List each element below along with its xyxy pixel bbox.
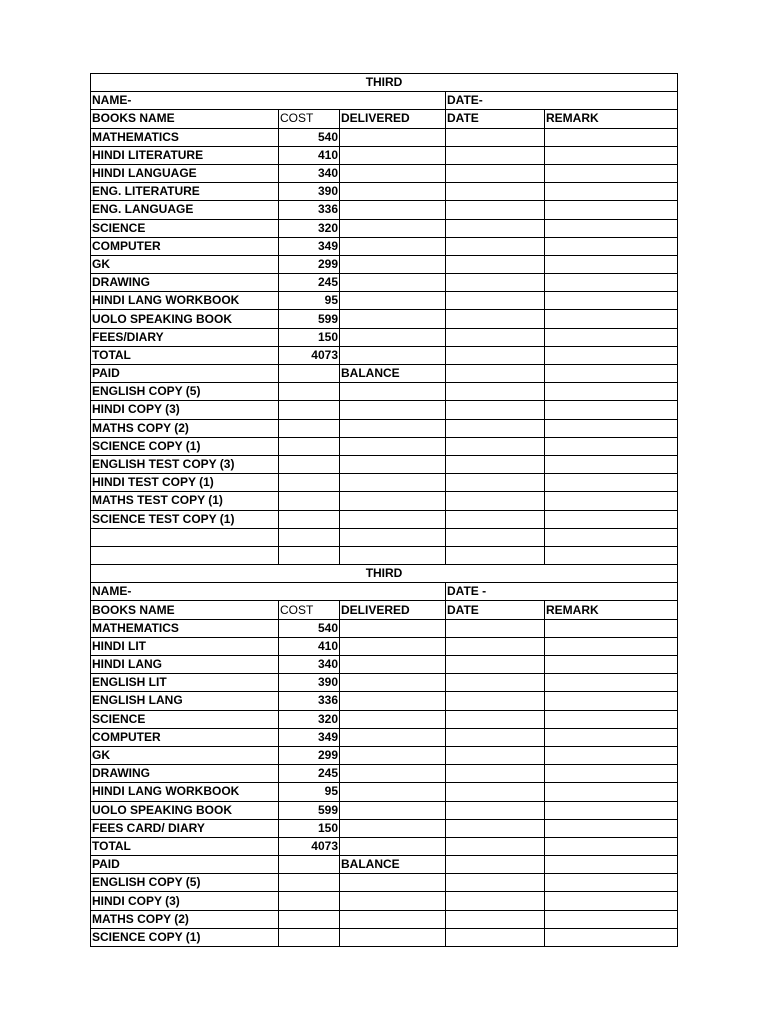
copy-name: SCIENCE COPY (1) (91, 437, 279, 455)
delivered-cell (340, 692, 446, 710)
remark-cell (545, 801, 678, 819)
remark-cell (545, 237, 678, 255)
paid-label: PAID (91, 856, 279, 874)
remark-cell (545, 419, 678, 437)
table-row (91, 710, 678, 728)
table-row (91, 274, 678, 292)
table-row (91, 783, 678, 801)
copy-cost (279, 383, 340, 401)
copy-cost (279, 874, 340, 892)
delivered-cell (340, 328, 446, 346)
book-cost: 95 (279, 292, 340, 310)
table-row (91, 765, 678, 783)
table-row (91, 637, 678, 655)
date-cell (446, 765, 545, 783)
book-cost: 150 (279, 819, 340, 837)
book-cost: 540 (279, 619, 340, 637)
book-name: UOLO SPEAKING BOOK (91, 310, 279, 328)
delivered-cell (340, 656, 446, 674)
date-cell (446, 910, 545, 928)
book-cost: 410 (279, 146, 340, 164)
remark-cell (545, 710, 678, 728)
date-cell (446, 492, 545, 510)
total-value: 4073 (279, 346, 340, 364)
book-name: HINDI LIT (91, 637, 279, 655)
remark-cell (545, 728, 678, 746)
section-title: THIRD (91, 565, 678, 583)
remark-cell (545, 328, 678, 346)
book-cost: 320 (279, 219, 340, 237)
table-row (91, 237, 678, 255)
header-delivered: DELIVERED (340, 601, 446, 619)
list-item (91, 874, 678, 892)
delivered-cell (340, 383, 446, 401)
delivered-cell (340, 783, 446, 801)
delivered-cell (340, 219, 446, 237)
date-cell (446, 928, 545, 946)
date-cell (446, 728, 545, 746)
delivered-cell (340, 528, 446, 546)
remark-cell (545, 856, 678, 874)
remark-cell (545, 783, 678, 801)
table-row (91, 656, 678, 674)
book-cost: 245 (279, 274, 340, 292)
remark-cell (545, 910, 678, 928)
list-item (91, 928, 678, 946)
copy-cost (279, 401, 340, 419)
book-cost: 390 (279, 674, 340, 692)
date-cell (446, 856, 545, 874)
date-cell (446, 801, 545, 819)
book-cost: 150 (279, 328, 340, 346)
date-cell (446, 874, 545, 892)
remark-cell (545, 510, 678, 528)
list-item (91, 383, 678, 401)
date-cell (446, 164, 545, 182)
copy-cost (279, 474, 340, 492)
remark-cell (545, 365, 678, 383)
copy-cost (279, 892, 340, 910)
delivered-cell (340, 801, 446, 819)
copy-cost (279, 910, 340, 928)
date-cell (446, 255, 545, 273)
delivered-cell (340, 637, 446, 655)
copy-cost (279, 419, 340, 437)
date-cell (446, 237, 545, 255)
section-title: THIRD (91, 74, 678, 92)
remark-cell (545, 219, 678, 237)
section-title-row (91, 74, 678, 92)
table-row (91, 801, 678, 819)
delivered-cell (340, 183, 446, 201)
book-cost: 349 (279, 728, 340, 746)
header-books-name: BOOKS NAME (91, 601, 279, 619)
remark-cell (545, 874, 678, 892)
total-value: 4073 (279, 837, 340, 855)
list-item (91, 474, 678, 492)
date-cell (446, 310, 545, 328)
table-row (91, 183, 678, 201)
remark-cell (545, 455, 678, 473)
book-cost: 410 (279, 637, 340, 655)
name-label: NAME- (91, 583, 446, 601)
remark-cell (545, 201, 678, 219)
name-date-row (91, 92, 678, 110)
delivered-cell (340, 346, 446, 364)
delivered-cell (340, 201, 446, 219)
date-cell (446, 783, 545, 801)
list-item (91, 910, 678, 928)
book-name: COMPUTER (91, 237, 279, 255)
header-date: DATE (446, 601, 545, 619)
book-name: HINDI LITERATURE (91, 146, 279, 164)
book-name: COMPUTER (91, 728, 279, 746)
remark-cell (545, 692, 678, 710)
copy-name: MATHS TEST COPY (1) (91, 492, 279, 510)
remark-cell (545, 255, 678, 273)
header-row (91, 110, 678, 128)
delivered-cell (340, 437, 446, 455)
book-name: HINDI LANGUAGE (91, 164, 279, 182)
paid-row (91, 365, 678, 383)
paid-label: PAID (91, 365, 279, 383)
header-remark: REMARK (545, 110, 678, 128)
date-cell (446, 510, 545, 528)
remark-cell (545, 437, 678, 455)
table-row (91, 728, 678, 746)
delivered-cell (340, 819, 446, 837)
list-item (91, 401, 678, 419)
date-cell (446, 692, 545, 710)
book-cost: 299 (279, 255, 340, 273)
date-cell (446, 183, 545, 201)
copy-name: ENGLISH TEST COPY (3) (91, 455, 279, 473)
copy-name: ENGLISH COPY (5) (91, 874, 279, 892)
name-date-row (91, 583, 678, 601)
remark-cell (545, 183, 678, 201)
date-cell (446, 837, 545, 855)
table-row (91, 292, 678, 310)
remark-cell (545, 128, 678, 146)
book-name: HINDI LANG (91, 656, 279, 674)
list-item (91, 437, 678, 455)
delivered-cell (340, 492, 446, 510)
delivered-cell (340, 237, 446, 255)
date-cell (446, 746, 545, 764)
table-row (91, 619, 678, 637)
date-label: DATE - (446, 583, 678, 601)
copy-cost (279, 928, 340, 946)
header-date: DATE (446, 110, 545, 128)
copy-cost (279, 437, 340, 455)
remark-cell (545, 546, 678, 564)
table-row (91, 692, 678, 710)
table-row (91, 819, 678, 837)
delivered-cell (340, 146, 446, 164)
delivered-cell (340, 474, 446, 492)
delivered-cell (340, 164, 446, 182)
date-cell (446, 365, 545, 383)
book-name: DRAWING (91, 765, 279, 783)
header-remark: REMARK (545, 601, 678, 619)
remark-cell (545, 274, 678, 292)
date-cell (446, 146, 545, 164)
remark-cell (545, 656, 678, 674)
remark-cell (545, 292, 678, 310)
header-books-name: BOOKS NAME (91, 110, 279, 128)
book-name: MATHEMATICS (91, 128, 279, 146)
copy-cost (279, 546, 340, 564)
header-delivered: DELIVERED (340, 110, 446, 128)
header-cost: COST (279, 601, 340, 619)
copy-cost (279, 510, 340, 528)
date-cell (446, 474, 545, 492)
remark-cell (545, 619, 678, 637)
paid-value (279, 365, 340, 383)
delivered-cell (340, 455, 446, 473)
date-cell (446, 292, 545, 310)
copy-name: MATHS COPY (2) (91, 419, 279, 437)
remark-cell (545, 637, 678, 655)
copy-cost (279, 492, 340, 510)
total-label: TOTAL (91, 837, 279, 855)
remark-cell (545, 346, 678, 364)
book-name: FEES/DIARY (91, 328, 279, 346)
remark-cell (545, 164, 678, 182)
delivered-cell (340, 728, 446, 746)
date-cell (446, 437, 545, 455)
table-row (91, 164, 678, 182)
delivered-cell (340, 546, 446, 564)
book-cost: 320 (279, 710, 340, 728)
book-cost: 340 (279, 164, 340, 182)
copy-name: SCIENCE COPY (1) (91, 928, 279, 946)
balance-label: BALANCE (340, 365, 446, 383)
delivered-cell (340, 746, 446, 764)
book-cost: 336 (279, 692, 340, 710)
table-row (91, 746, 678, 764)
delivered-cell (340, 674, 446, 692)
remark-cell (545, 819, 678, 837)
header-cost: COST (279, 110, 340, 128)
date-cell (446, 710, 545, 728)
date-cell (446, 128, 545, 146)
paid-value (279, 856, 340, 874)
remark-cell (545, 765, 678, 783)
table-row (91, 146, 678, 164)
copy-name: SCIENCE TEST COPY (1) (91, 510, 279, 528)
delivered-cell (340, 874, 446, 892)
delivered-cell (340, 710, 446, 728)
table-row (91, 328, 678, 346)
date-cell (446, 637, 545, 655)
remark-cell (545, 474, 678, 492)
list-item (91, 419, 678, 437)
date-cell (446, 619, 545, 637)
date-cell (446, 274, 545, 292)
table-row (91, 310, 678, 328)
date-cell (446, 546, 545, 564)
total-label: TOTAL (91, 346, 279, 364)
date-cell (446, 892, 545, 910)
copy-name: HINDI COPY (3) (91, 401, 279, 419)
name-label: NAME- (91, 92, 446, 110)
total-row (91, 346, 678, 364)
table-row (91, 219, 678, 237)
copy-name: HINDI TEST COPY (1) (91, 474, 279, 492)
copy-name: ENGLISH COPY (5) (91, 383, 279, 401)
book-cost: 540 (279, 128, 340, 146)
delivered-cell (340, 401, 446, 419)
book-cost: 95 (279, 783, 340, 801)
book-name: GK (91, 746, 279, 764)
remark-cell (545, 928, 678, 946)
list-item (91, 528, 678, 546)
copy-name: HINDI COPY (3) (91, 892, 279, 910)
table-row (91, 674, 678, 692)
book-name: ENG. LANGUAGE (91, 201, 279, 219)
book-name: HINDI LANG WORKBOOK (91, 292, 279, 310)
delivered-cell (340, 419, 446, 437)
book-name: SCIENCE (91, 219, 279, 237)
date-label: DATE- (446, 92, 678, 110)
date-cell (446, 819, 545, 837)
copy-name (91, 546, 279, 564)
date-cell (446, 528, 545, 546)
book-name: SCIENCE (91, 710, 279, 728)
remark-cell (545, 383, 678, 401)
table-row (91, 201, 678, 219)
date-cell (446, 328, 545, 346)
table-row (91, 128, 678, 146)
sheet-body (91, 74, 678, 947)
book-name: ENG. LITERATURE (91, 183, 279, 201)
book-cost: 336 (279, 201, 340, 219)
remark-cell (545, 528, 678, 546)
copy-cost (279, 455, 340, 473)
copy-name (91, 528, 279, 546)
remark-cell (545, 401, 678, 419)
date-cell (446, 201, 545, 219)
book-cost: 245 (279, 765, 340, 783)
date-cell (446, 674, 545, 692)
paid-row (91, 856, 678, 874)
date-cell (446, 346, 545, 364)
remark-cell (545, 492, 678, 510)
list-item (91, 892, 678, 910)
date-cell (446, 419, 545, 437)
book-name: ENGLISH LANG (91, 692, 279, 710)
book-name: ENGLISH LIT (91, 674, 279, 692)
delivered-cell (340, 619, 446, 637)
book-cost: 299 (279, 746, 340, 764)
list-item (91, 455, 678, 473)
section-title-row (91, 565, 678, 583)
book-name: MATHEMATICS (91, 619, 279, 637)
remark-cell (545, 674, 678, 692)
delivered-cell (340, 292, 446, 310)
book-list-table (90, 73, 678, 947)
book-name: GK (91, 255, 279, 273)
delivered-cell (340, 274, 446, 292)
delivered-cell (340, 255, 446, 273)
remark-cell (545, 837, 678, 855)
date-cell (446, 455, 545, 473)
book-cost: 349 (279, 237, 340, 255)
list-item (91, 546, 678, 564)
book-cost: 599 (279, 310, 340, 328)
delivered-cell (340, 928, 446, 946)
book-cost: 340 (279, 656, 340, 674)
delivered-cell (340, 310, 446, 328)
table-row (91, 255, 678, 273)
date-cell (446, 219, 545, 237)
book-name: UOLO SPEAKING BOOK (91, 801, 279, 819)
book-name: FEES CARD/ DIARY (91, 819, 279, 837)
delivered-cell (340, 892, 446, 910)
date-cell (446, 401, 545, 419)
remark-cell (545, 892, 678, 910)
delivered-cell (340, 910, 446, 928)
book-cost: 390 (279, 183, 340, 201)
book-name: DRAWING (91, 274, 279, 292)
remark-cell (545, 746, 678, 764)
delivered-cell (340, 837, 446, 855)
remark-cell (545, 146, 678, 164)
list-item (91, 492, 678, 510)
date-cell (446, 383, 545, 401)
balance-label: BALANCE (340, 856, 446, 874)
date-cell (446, 656, 545, 674)
book-name: HINDI LANG WORKBOOK (91, 783, 279, 801)
total-row (91, 837, 678, 855)
copy-cost (279, 528, 340, 546)
book-list-sheet (90, 73, 677, 947)
list-item (91, 510, 678, 528)
delivered-cell (340, 765, 446, 783)
copy-name: MATHS COPY (2) (91, 910, 279, 928)
book-cost: 599 (279, 801, 340, 819)
header-row (91, 601, 678, 619)
delivered-cell (340, 128, 446, 146)
remark-cell (545, 310, 678, 328)
delivered-cell (340, 510, 446, 528)
